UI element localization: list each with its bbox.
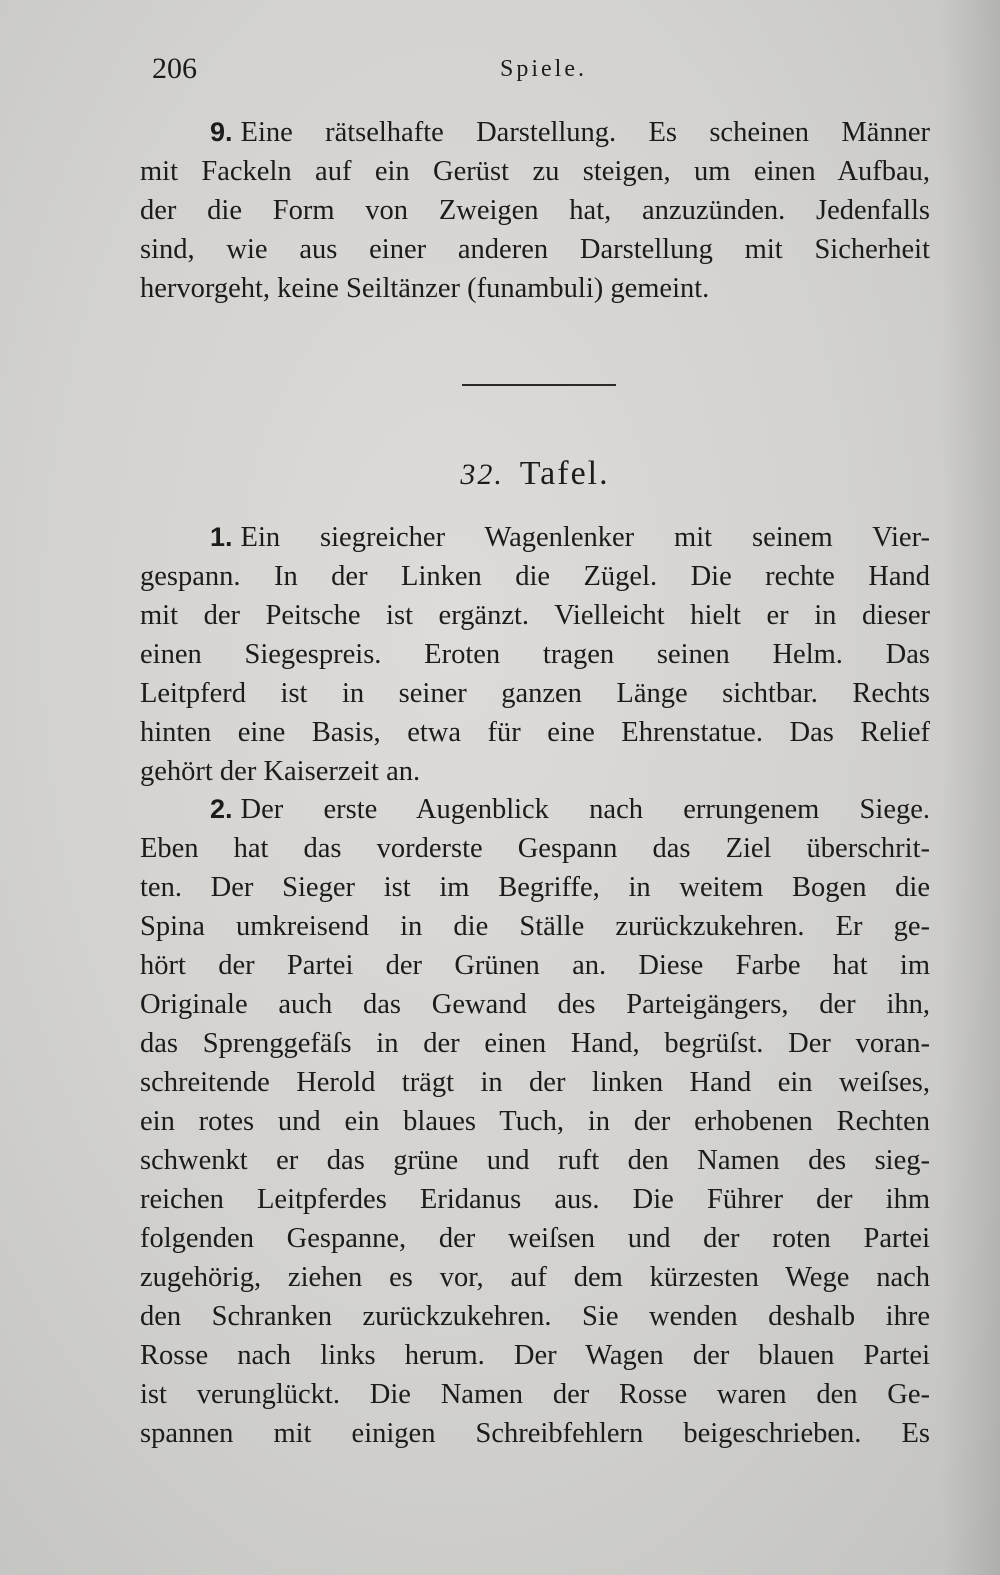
text-line: ten. Der Sieger ist im Begriffe, in weitem Bogen die: [140, 872, 930, 903]
running-head: [150, 52, 930, 92]
text-line: Eben hat das vorderste Gespann das Ziel überschrit-: [140, 833, 930, 864]
text-line: schreitende Herold trägt in der linken Hand ein weiſses,: [140, 1067, 930, 1098]
text-line: ein rotes und ein blaues Tuch, in der erhobenen Rechten: [140, 1106, 930, 1137]
section-divider: [462, 384, 616, 386]
item-number: 1.: [210, 522, 233, 552]
text-line: schwenkt er das grüne und ruft den Namen des sieg-: [140, 1145, 930, 1176]
text-line: das Sprenggefäſs in der einen Hand, begrüſst. Der voran-: [140, 1028, 930, 1059]
text-line: spannen mit einigen Schreibfehlern beigeschrieben. Es: [140, 1418, 930, 1449]
text-line: 1. Ein siegreicher Wagenlenker mit seinem Vier-: [210, 522, 930, 553]
text-line: gespann. In der Linken die Zügel. Die rechte Hand: [140, 561, 930, 592]
text-line: 9. Eine rätselhafte Darstellung. Es scheinen Männer: [210, 117, 930, 148]
text-line: hervorgeht, keine Seiltänzer (funambuli) gemeint.: [140, 273, 710, 304]
paragraph-entry-2: [140, 790, 930, 1453]
text-line: einen Siegespreis. Eroten tragen seinen Helm. Das: [140, 639, 930, 670]
text-line: mit der Peitsche ist ergänzt. Vielleicht hielt er in dieser: [140, 600, 930, 631]
text-line: Rosse nach links herum. Der Wagen der blauen Partei: [140, 1340, 930, 1371]
text-line: hört der Partei der Grünen an. Diese Farbe hat im: [140, 950, 930, 981]
text-line: reichen Leitpferdes Eridanus aus. Die Führer der ihm: [140, 1184, 930, 1215]
text-line: zugehörig, ziehen es vor, auf dem kürzesten Wege nach: [140, 1262, 930, 1293]
text-line: sind, wie aus einer anderen Darstellung mit Sicherheit: [140, 234, 930, 265]
text-line: Spina umkreisend in die Ställe zurückzukehren. Er ge-: [140, 911, 930, 942]
text-line: der die Form von Zweigen hat, anzuzünden. Jedenfalls: [140, 195, 930, 226]
paragraph-entry-1: [140, 518, 930, 791]
text-line: gehört der Kaiserzeit an.: [140, 756, 421, 787]
text-line: Leitpferd ist in seiner ganzen Länge sichtbar. Rechts: [140, 678, 930, 709]
section-title: Tafel.: [519, 455, 610, 492]
text-line: 2. Der erste Augenblick nach errungenem Siege.: [210, 794, 930, 825]
paragraph-entry-9: [140, 113, 930, 308]
section-number: 32.: [460, 458, 504, 491]
text-line: Originale auch das Gewand des Parteigängers, der ihn,: [140, 989, 930, 1020]
running-title: Spiele.: [500, 56, 587, 82]
text-line: hinten eine Basis, etwa für eine Ehrenstatue. Das Relief: [140, 717, 930, 748]
item-number: 9.: [210, 117, 233, 147]
section-heading: [140, 455, 930, 493]
text-line: den Schranken zurückzukehren. Sie wenden deshalb ihre: [140, 1301, 930, 1332]
text-line: ist verunglückt. Die Namen der Rosse waren den Ge-: [140, 1379, 930, 1410]
item-number: 2.: [210, 794, 233, 824]
text-line: folgenden Gespanne, der weiſsen und der roten Partei: [140, 1223, 930, 1254]
text-line: mit Fackeln auf ein Gerüst zu steigen, um einen Aufbau,: [140, 156, 930, 187]
page-number: 206: [152, 52, 197, 85]
